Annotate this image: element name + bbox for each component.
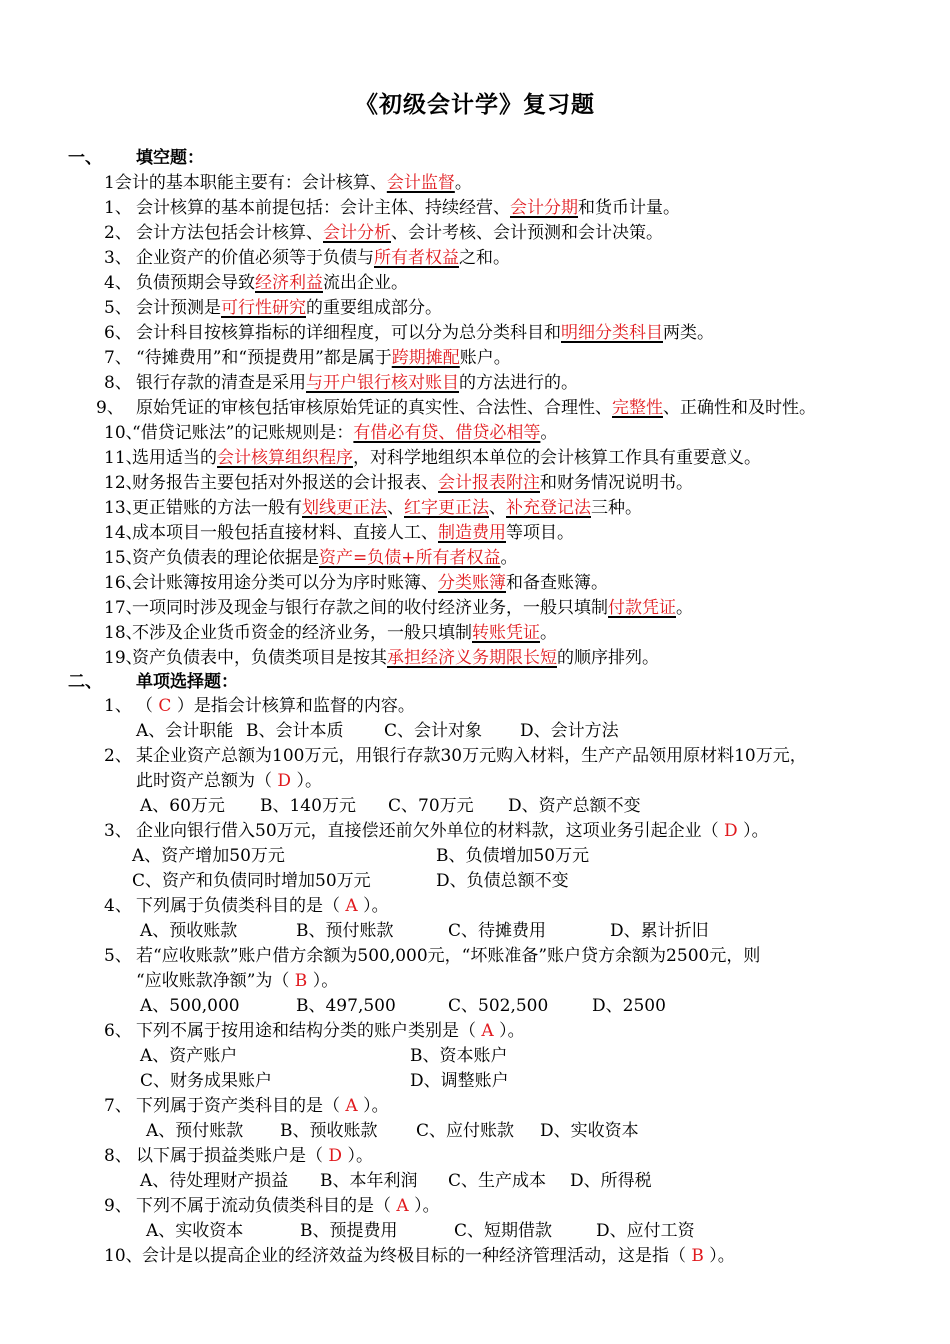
mc-question bbox=[104, 1020, 525, 1042]
answer-blank: 红字更正法 bbox=[404, 498, 489, 518]
question-number: 13、 bbox=[104, 498, 143, 518]
text-run: ）。 bbox=[291, 771, 322, 791]
answer-blank: 补充登记法 bbox=[506, 498, 591, 518]
text-run: 更正错账的方法一般有 bbox=[132, 498, 302, 518]
option-d[interactable]: D、累计折旧 bbox=[610, 921, 709, 941]
text-run: 。 bbox=[540, 423, 558, 443]
section-label: 单项选择题： bbox=[136, 672, 238, 692]
option-b[interactable]: B、会计本质 bbox=[246, 721, 344, 741]
text-run: 此时资产总额为（ bbox=[136, 771, 278, 791]
text-run: 流出企业。 bbox=[323, 273, 408, 293]
text-run: 账户。 bbox=[459, 348, 511, 368]
question-number: 9、 bbox=[96, 398, 124, 418]
question-number: 5、 bbox=[104, 946, 132, 966]
question-number: 15、 bbox=[104, 548, 143, 568]
mc-question bbox=[104, 895, 389, 917]
text-run: ）。 bbox=[737, 821, 769, 841]
text-run: 负债预期会导致 bbox=[136, 273, 255, 293]
option-d[interactable]: D、资产总额不变 bbox=[508, 796, 641, 816]
option-b[interactable]: B、预收账款 bbox=[280, 1121, 378, 1141]
option-a[interactable]: A、资产增加50万元 bbox=[132, 846, 285, 866]
text-run: 会计是以提高企业的经济效益为终极目标的一种经济管理活动，这是指（ bbox=[142, 1246, 692, 1266]
text-run: 下列不属于按用途和结构分类的账户类别是（ bbox=[136, 1021, 482, 1041]
document-title: 《初级会计学》复习题 bbox=[355, 92, 595, 118]
text-run: 下列不属于流动负债类科目的是（ bbox=[136, 1196, 397, 1216]
text-run: 三种。 bbox=[591, 498, 642, 518]
option-b[interactable]: B、负债增加50万元 bbox=[436, 846, 590, 866]
option-a[interactable]: A、预收账款 bbox=[140, 921, 238, 941]
fill-question bbox=[104, 347, 511, 369]
option-a[interactable]: A、会计职能 bbox=[136, 721, 234, 741]
question-number: 1 bbox=[104, 173, 115, 193]
question-number: 5、 bbox=[104, 298, 132, 318]
question-number: 2、 bbox=[104, 746, 132, 766]
question-number: 12、 bbox=[104, 473, 143, 493]
question-number: 14、 bbox=[104, 523, 143, 543]
option-a[interactable]: A、预付账款 bbox=[146, 1121, 244, 1141]
text-run: 选用适当的 bbox=[132, 448, 217, 468]
answer-blank: 明细分类科目 bbox=[561, 323, 663, 343]
fill-question bbox=[104, 372, 578, 394]
fill-question bbox=[104, 522, 574, 544]
answer-blank: 会计分期 bbox=[510, 198, 578, 218]
text-run: 资产负债表中，负债类项目是按其 bbox=[132, 648, 387, 668]
option-a[interactable]: A、资产账户 bbox=[140, 1046, 238, 1066]
text-run: 会计账簿按用途分类可以分为序时账簿、 bbox=[132, 573, 438, 593]
answer-blank: 会计监督 bbox=[386, 173, 455, 193]
answer-blank: 完整性 bbox=[612, 398, 663, 418]
text-run: 和备查账簿。 bbox=[506, 573, 608, 593]
text-run: ，对科学地组织本单位的会计核算工作具有重要意义。 bbox=[353, 448, 761, 468]
text-run: 企业向银行借入50万元，直接偿还前欠外单位的材料款，这项业务引起企业（ bbox=[136, 821, 725, 841]
option-a[interactable]: A、待处理财产损益 bbox=[140, 1171, 289, 1191]
question-number: 8、 bbox=[104, 1146, 132, 1166]
option-c[interactable]: C、70万元 bbox=[388, 796, 474, 816]
answer-blank: 资产=负债+所有者权益 bbox=[319, 548, 501, 568]
text-run: 企业资产的价值必须等于负债与 bbox=[136, 248, 374, 268]
text-run: 、会计考核、会计预测和会计决策。 bbox=[391, 223, 663, 243]
text-run: 和财务情况说明书。 bbox=[540, 473, 693, 493]
answer-blank: 所有者权益 bbox=[374, 248, 459, 268]
option-d[interactable]: D、会计方法 bbox=[520, 721, 619, 741]
mc-question bbox=[104, 1145, 373, 1167]
text-run: 会计预测是 bbox=[136, 298, 221, 318]
fill-question bbox=[104, 322, 714, 344]
text-run: “应收账款净额”为（ bbox=[136, 971, 295, 991]
choice-answer: A bbox=[481, 1021, 494, 1041]
option-b[interactable]: B、资本账户 bbox=[410, 1046, 508, 1066]
text-run: 之和。 bbox=[459, 248, 510, 268]
fill-question bbox=[104, 497, 642, 519]
text-run: 以下属于损益类账户是（ bbox=[136, 1146, 329, 1166]
section-heading-fill bbox=[68, 147, 204, 169]
option-b[interactable]: D、负债总额不变 bbox=[436, 871, 569, 891]
text-run: 原始凭证的审核包括审核原始凭证的真实性、合法性、合理性、 bbox=[136, 398, 612, 418]
text-run: 。 bbox=[454, 173, 472, 193]
option-d[interactable]: D、所得税 bbox=[570, 1171, 652, 1191]
answer-blank: 可行性研究 bbox=[221, 298, 306, 318]
fill-question bbox=[104, 572, 608, 594]
text-run: 会计科目按核算指标的详细程度，可以分为总分类科目和 bbox=[136, 323, 561, 343]
text-run: 成本项目一般包括直接材料、直接人工、 bbox=[132, 523, 438, 543]
text-run: 、 bbox=[489, 498, 506, 518]
option-a[interactable]: A、60万元 bbox=[140, 796, 225, 816]
answer-blank: 会计分析 bbox=[323, 223, 391, 243]
fill-question bbox=[104, 447, 761, 469]
text-run: 的重要组成部分。 bbox=[306, 298, 442, 318]
mc-question bbox=[104, 695, 415, 717]
question-number: 10、 bbox=[104, 1246, 143, 1266]
question-number: 4、 bbox=[104, 896, 132, 916]
question-number: 1、 bbox=[104, 198, 132, 218]
text-run: 银行存款的清查是采用 bbox=[136, 373, 306, 393]
question-number: 10、 bbox=[104, 423, 143, 443]
text-run: 会计核算的基本前提包括：会计主体、持续经营、 bbox=[136, 198, 510, 218]
mc-question bbox=[104, 1245, 735, 1267]
text-run: 会计的基本职能主要有：会计核算、 bbox=[114, 173, 387, 193]
section-heading-mc bbox=[68, 671, 238, 693]
choice-answer: D bbox=[277, 771, 292, 791]
option-b[interactable]: B、140万元 bbox=[260, 796, 356, 816]
answer-blank: 与开户银行核对账目 bbox=[306, 373, 459, 393]
text-run: ）。 bbox=[357, 1096, 389, 1116]
mc-question-cont bbox=[136, 770, 322, 792]
mc-question bbox=[104, 1095, 389, 1117]
answer-blank: 转账凭证 bbox=[472, 623, 540, 643]
option-d[interactable]: D、应付工资 bbox=[596, 1221, 695, 1241]
option-b[interactable]: B、预提费用 bbox=[300, 1221, 398, 1241]
fill-question bbox=[104, 647, 659, 669]
question-number: 4、 bbox=[104, 273, 132, 293]
text-run: ）。 bbox=[307, 971, 339, 991]
choice-answer: A bbox=[345, 896, 358, 916]
text-run: 、正确性和及时性。 bbox=[663, 398, 816, 418]
answer-blank: 经济利益 bbox=[255, 273, 323, 293]
option-a[interactable]: C、资产和负债同时增加50万元 bbox=[132, 871, 371, 891]
text-run: （ bbox=[136, 696, 159, 716]
answer-blank: 付款凭证 bbox=[608, 598, 676, 618]
question-number: 8、 bbox=[104, 373, 132, 393]
answer-blank: 承担经济义务期限长短 bbox=[387, 648, 557, 668]
question-number: 7、 bbox=[104, 348, 132, 368]
text-run: ）。 bbox=[342, 1146, 373, 1166]
option-b[interactable]: D、调整账户 bbox=[410, 1071, 509, 1091]
text-run: 若“应收账款”账户借方余额为500,000元，“坏账准备”账户贷方余额为2500元，则 bbox=[136, 946, 761, 966]
text-run: 两类。 bbox=[663, 323, 714, 343]
fill-question bbox=[104, 172, 472, 194]
text-run: 、 bbox=[387, 498, 404, 518]
text-run: 的顺序排列。 bbox=[557, 648, 659, 668]
text-run: ）。 bbox=[357, 896, 389, 916]
text-run: 。 bbox=[540, 623, 557, 643]
text-run: ）是指会计核算和监督的内容。 bbox=[171, 696, 415, 716]
choice-answer: B bbox=[294, 971, 308, 991]
question-number: 6、 bbox=[104, 1021, 132, 1041]
fill-question bbox=[104, 247, 510, 269]
fill-question bbox=[96, 397, 816, 419]
fill-question bbox=[104, 547, 518, 569]
answer-blank: 分类账簿 bbox=[438, 573, 506, 593]
text-run: 和货币计量。 bbox=[578, 198, 680, 218]
text-run: 某企业资产总额为100万元，用银行存款30万元购入材料，生产产品领用原材料10万元， bbox=[136, 746, 807, 766]
choice-answer: B bbox=[691, 1246, 704, 1266]
answer-blank: 制造费用 bbox=[438, 523, 506, 543]
text-run: 一项同时涉及现金与银行存款之间的收付经济业务，一般只填制 bbox=[132, 598, 608, 618]
answer-blank: 会计报表附注 bbox=[438, 473, 540, 493]
option-d[interactable]: D、实收资本 bbox=[540, 1121, 639, 1141]
choice-answer: D bbox=[724, 821, 738, 841]
question-number: 9、 bbox=[104, 1196, 132, 1216]
fill-question bbox=[104, 472, 693, 494]
fill-question bbox=[104, 272, 408, 294]
question-number: 18、 bbox=[104, 623, 143, 643]
question-number: 16、 bbox=[104, 573, 143, 593]
mc-question bbox=[104, 745, 807, 767]
text-run: ）。 bbox=[408, 1196, 440, 1216]
section-number: 二、 bbox=[68, 672, 102, 692]
text-run: 等项目。 bbox=[506, 523, 574, 543]
choice-answer: A bbox=[396, 1196, 409, 1216]
fill-question bbox=[104, 197, 680, 219]
fill-question bbox=[104, 622, 557, 644]
text-run: 的方法进行的。 bbox=[459, 373, 578, 393]
text-run: 下列属于负债类科目的是（ bbox=[136, 896, 346, 916]
fill-question bbox=[104, 222, 663, 244]
text-run: “借贷记账法”的记账规则是： bbox=[132, 423, 354, 443]
fill-question bbox=[104, 297, 442, 319]
fill-question bbox=[104, 597, 693, 619]
mc-question bbox=[104, 945, 760, 967]
question-number: 11、 bbox=[104, 448, 143, 468]
question-number: 7、 bbox=[104, 1096, 132, 1116]
answer-blank: 会计核算组织程序 bbox=[217, 448, 353, 468]
option-a[interactable]: A、实收资本 bbox=[146, 1221, 244, 1241]
text-run: 不涉及企业货币资金的经济业务，一般只填制 bbox=[132, 623, 472, 643]
text-run: ）。 bbox=[493, 1021, 525, 1041]
section-number: 一、 bbox=[68, 148, 102, 168]
text-run: ）。 bbox=[703, 1246, 735, 1266]
option-c[interactable]: C、502,500 bbox=[448, 996, 549, 1016]
choice-answer: D bbox=[328, 1146, 343, 1166]
option-c[interactable]: C、待摊费用 bbox=[448, 921, 547, 941]
option-d[interactable]: D、2500 bbox=[592, 996, 666, 1016]
text-run: 资产负债表的理论依据是 bbox=[132, 548, 319, 568]
question-number: 3、 bbox=[104, 821, 132, 841]
option-b[interactable]: B、预付账款 bbox=[296, 921, 394, 941]
mc-question-cont bbox=[136, 970, 338, 992]
answer-blank: 划线更正法 bbox=[302, 498, 387, 518]
mc-question bbox=[104, 1195, 440, 1217]
fill-question bbox=[104, 422, 557, 444]
answer-blank: 有借必有贷、借贷必相等 bbox=[353, 423, 541, 443]
choice-answer: A bbox=[345, 1096, 358, 1116]
text-run: 。 bbox=[676, 598, 693, 618]
text-run: 下列属于资产类科目的是（ bbox=[136, 1096, 346, 1116]
question-number: 1、 bbox=[104, 696, 132, 716]
option-c[interactable]: C、生产成本 bbox=[448, 1171, 547, 1191]
option-c[interactable]: C、应付账款 bbox=[416, 1121, 515, 1141]
option-a[interactable]: A、500,000 bbox=[140, 996, 240, 1016]
text-run: 会计方法包括会计核算、 bbox=[136, 223, 323, 243]
question-number: 3、 bbox=[104, 248, 132, 268]
mc-question bbox=[104, 820, 769, 842]
question-number: 17、 bbox=[104, 598, 143, 618]
section-label: 填空题： bbox=[136, 148, 204, 168]
question-number: 2、 bbox=[104, 223, 132, 243]
option-b[interactable]: B、本年利润 bbox=[320, 1171, 418, 1191]
option-c[interactable]: C、会计对象 bbox=[384, 721, 483, 741]
answer-blank: 跨期摊配 bbox=[391, 348, 460, 368]
question-number: 6、 bbox=[104, 323, 132, 343]
option-a[interactable]: C、财务成果账户 bbox=[140, 1071, 273, 1091]
text-run: 。 bbox=[500, 548, 518, 568]
option-b[interactable]: B、497,500 bbox=[296, 996, 396, 1016]
question-number: 19、 bbox=[104, 648, 143, 668]
text-run: “待摊费用”和“预提费用”都是属于 bbox=[136, 348, 392, 368]
text-run: 财务报告主要包括对外报送的会计报表、 bbox=[132, 473, 438, 493]
option-c[interactable]: C、短期借款 bbox=[454, 1221, 553, 1241]
choice-answer: C bbox=[158, 696, 172, 716]
